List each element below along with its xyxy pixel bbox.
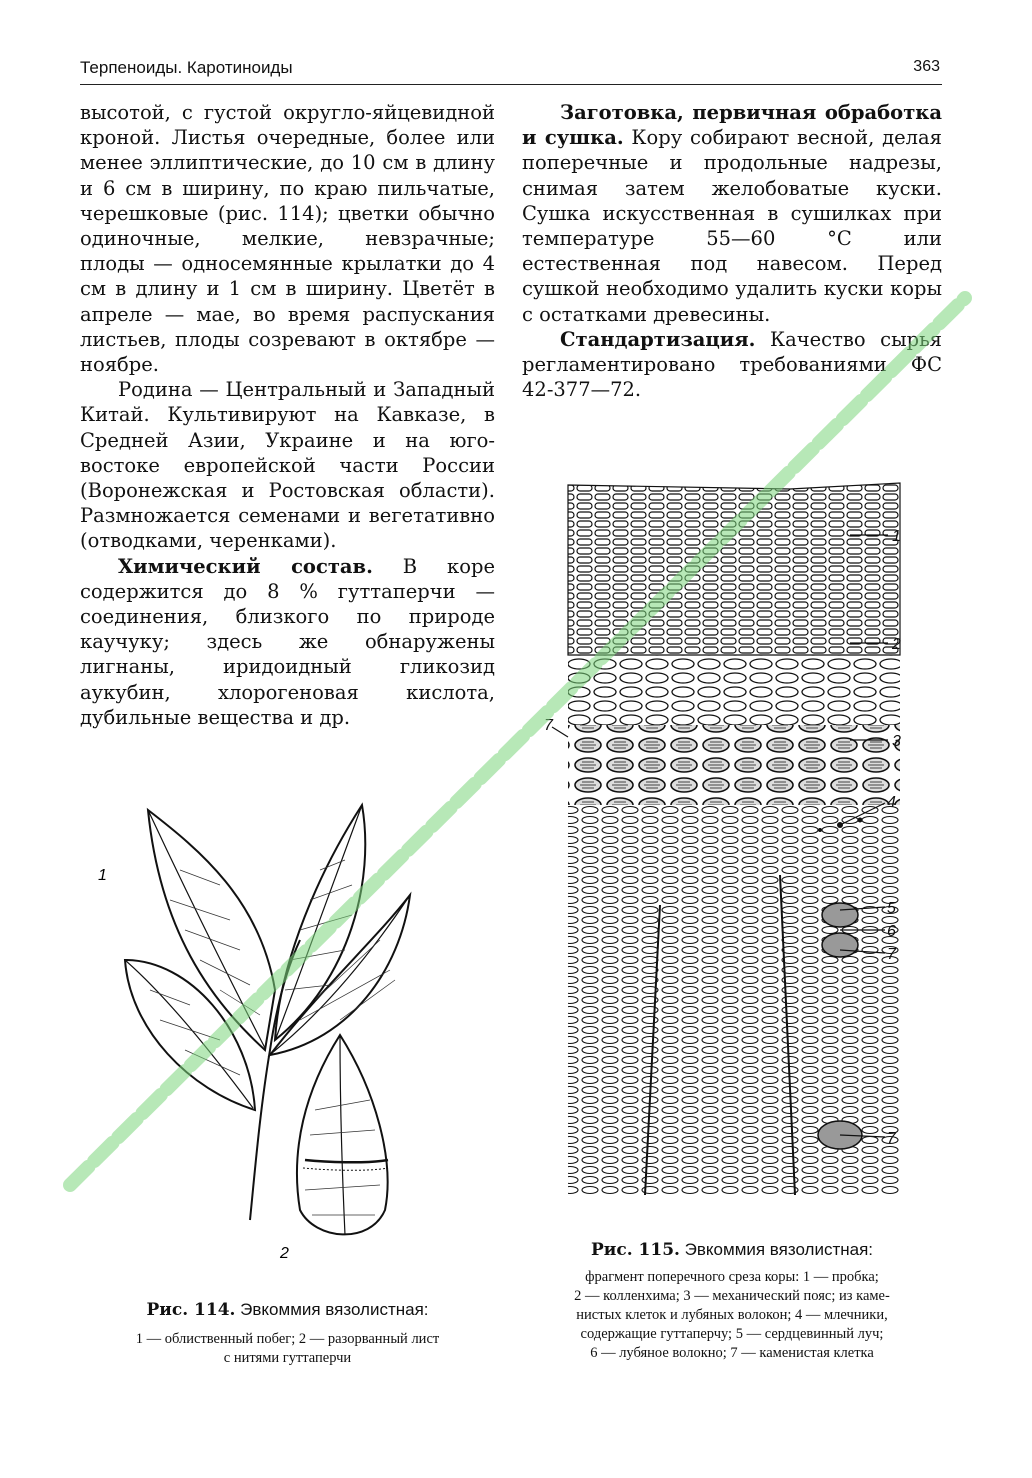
section-text-standard: Качество сырья регламентировано требованиями ФС 42-377—72. — [522, 327, 942, 402]
figure-115-title-text: Эвкоммия вязолистная: — [679, 1240, 874, 1259]
figure-114-caption-line: с нитями гуттаперчи — [223, 1350, 352, 1366]
figure-115-label-2: 2 — [892, 636, 901, 653]
paragraph-standard — [522, 327, 942, 403]
figure-115-label-3: 3 — [892, 733, 901, 750]
figure-115-caption-line: фрагмент поперечного среза коры: 1 — пробка; — [585, 1269, 879, 1285]
figure-114-leaf-drawing — [90, 790, 430, 1280]
figure-115-label-7b: 7 — [887, 1130, 896, 1147]
figure-115-label-4: 4 — [887, 794, 896, 811]
section-lead-harvest: Заготовка, первичная обработка и сушка. — [522, 101, 942, 150]
figure-115-caption-line: нистых клеток и лубяных волокон; 4 — млечники, — [576, 1307, 888, 1323]
figure-115-caption-line: 2 — колленхима; 3 — механический пояс; из каме- — [574, 1288, 890, 1304]
page-number: 363 — [913, 58, 940, 75]
figure-114-number: Рис. 114. — [146, 1300, 236, 1320]
section-text-chemical: В коре содержится до 8 % гуттаперчи — соединения, близкого по природе каучуку; здесь же обнаружены лигнаны, иридоидный гликозид аукубин, хлорогеновая кислота, дубильные вещества и др. — [80, 554, 495, 729]
page-header — [80, 54, 942, 85]
figure-115-label-7a: 7 — [887, 946, 896, 963]
layer-mechanical — [568, 725, 900, 805]
layer-cork — [568, 483, 900, 655]
layer-collenchyma — [568, 655, 900, 725]
right-column — [522, 100, 942, 402]
figure-114-title-text: Эвкоммия вязолистная: — [235, 1300, 429, 1319]
section-lead-standard: Стандартизация. — [560, 327, 756, 351]
figure-115-label-7c: 7 — [544, 717, 553, 734]
leaf-upper-left — [148, 810, 275, 1050]
section-text-harvest: Кору собирают весной, делая поперечные и продольные надрезы, снимая затем желобоватые куски. Сушка искусственная в сушилках при температуре 55—60 °С или естественная под навесом. Перед сушкой необходимо удалить куски коры с остатками древесины. — [522, 126, 942, 326]
leaf-right — [270, 895, 410, 1055]
left-column — [80, 100, 495, 730]
figure-115-number: Рис. 115. — [590, 1240, 680, 1260]
figure-115-label-6: 6 — [887, 923, 896, 940]
paragraph-origin: Родина — Центральный и Западный Китай. Культивируют на Кавказе, в Средней Азии, Украине и на юго-востоке европейской части России (Воронежская и Ростовская области). Размножается семенами и вегетативно (отводками, черенками). — [80, 378, 495, 553]
running-title: Терпеноиды. Каротиноиды — [80, 58, 293, 77]
figure-115-section-drawing — [540, 475, 920, 1205]
section-lead-chemical: Химический состав. — [118, 554, 373, 578]
figure-114-label-1: 1 — [98, 867, 107, 884]
figure-114-caption-line: 1 — облиственный побег; 2 — разорванный лист — [135, 1331, 440, 1347]
figure-115-caption-line: содержащие гуттаперчу; 5 — сердцевинный луч; — [580, 1326, 884, 1342]
figure-114-caption-text — [80, 1330, 495, 1368]
stem — [250, 940, 300, 1220]
figure-114-caption-title — [80, 1300, 495, 1320]
figure-115-label-5: 5 — [887, 900, 896, 917]
paragraph-chemical — [80, 554, 495, 730]
figure-115-label-1: 1 — [892, 528, 901, 545]
figure-115-caption-text — [522, 1268, 942, 1363]
figure-115-caption-title — [522, 1240, 942, 1260]
figure-115-caption-line: 6 — лубяное волокно; 7 — каменистая клетка — [590, 1345, 874, 1361]
leaf-left — [125, 960, 255, 1110]
paragraph-harvest — [522, 100, 942, 327]
paragraph-description: высотой, с густой округло-яйцевидной кроной. Листья очередные, более или менее эллиптические, до 10 см в длину и 6 см в ширину, по краю пильчатые, черешковые (рис. 114); цветки обычно одиночные, мелкие, невзрачные; плоды — односемянные крылатки до 4 см в длину и 1 см в ширину. Цветёт в апреле — мае, во время распускания листьев, плоды созревают в октябре — ноябре. — [80, 101, 495, 377]
figure-114-label-2: 2 — [280, 1245, 289, 1262]
